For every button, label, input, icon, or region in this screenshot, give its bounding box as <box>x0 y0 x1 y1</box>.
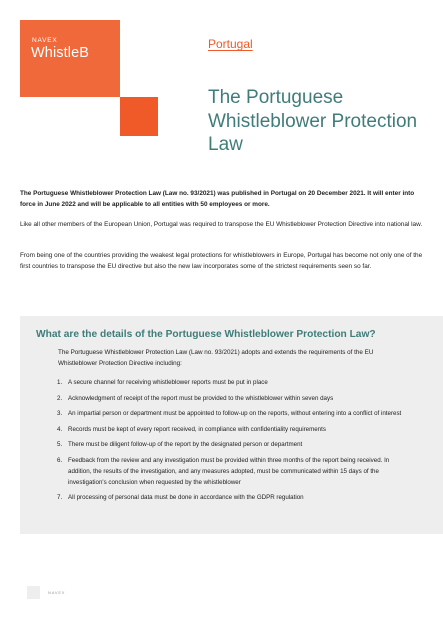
lead-paragraph: The Portuguese Whistleblower Protection Law (Law no. 93/2021) was published in Portugal on 20 December 2021. It will enter into force in June 2022 and will be applicable to all entities with 50 employees or more. <box>20 190 415 208</box>
list-item-text: Feedback from the review and any investigation must be provided within three months of the report being received. In addition, the results of the investigation, and any measures adopted, must be communicated within 15 days of the investigation's conclusion when requested by the whistleblower <box>68 456 390 486</box>
list-item-text: An impartial person or department must be appointed to follow-up on the reports, without entering into a conflict of interest <box>68 410 402 417</box>
list-item <box>57 455 409 488</box>
list-item <box>57 377 409 388</box>
list-item <box>57 408 409 419</box>
footer-page-box <box>27 586 40 599</box>
list-item-text: A secure channel for receiving whistleblower reports must be put in place <box>68 379 268 386</box>
list-item-text: All processing of personal data must be done in accordance with the GDPR regulation <box>68 494 304 501</box>
list-item-number: 5. <box>57 441 63 448</box>
list-item-number: 1. <box>57 379 63 386</box>
country-label: Portugal <box>208 37 253 51</box>
list-item <box>57 439 409 450</box>
footer-brand: NAVEX <box>48 590 66 595</box>
intro-paragraph-1: Like all other members of the European Union, Portugal was required to transpose the EU Whistleblower Protection Directive into national law. <box>20 221 423 228</box>
list-item-number: 6. <box>57 456 63 464</box>
logo-product-text: WhistleB <box>31 45 90 61</box>
details-intro: The Portuguese Whistleblower Protection Law (Law no. 93/2021) adopts and extends the requirements of the EU Whistleblower Protection Directive including: <box>58 349 374 368</box>
details-panel <box>20 316 443 534</box>
list-item-number: 4. <box>57 425 63 433</box>
list-item <box>57 492 409 503</box>
list-item-number: 7. <box>57 494 63 501</box>
list-item <box>57 424 409 435</box>
page-title: The Portuguese Whistleblower Protection Law <box>208 87 418 155</box>
list-item-text: Acknowledgment of receipt of the report must be provided to the whistleblower within seven days <box>68 394 334 402</box>
logo-brand-text: NAVEX <box>32 37 58 44</box>
requirements-list <box>57 377 409 508</box>
list-item-number: 3. <box>57 410 63 417</box>
list-item-text: There must be diligent follow-up of the report by the designated person or department <box>68 441 303 448</box>
decorative-square <box>120 97 158 136</box>
intro-paragraph-2: From being one of the countries providing the weakest legal protections for whistleblowers in Europe, Portugal has become not only one of the first countries to transpose the EU directive but also the new law incorporates some of the strictest requirements seen so far. <box>20 252 423 270</box>
brand-logo <box>20 20 120 97</box>
list-item <box>57 393 409 404</box>
list-item-text: Records must be kept of every report received, in compliance with confidentiality requirements <box>68 425 326 433</box>
details-heading: What are the details of the Portuguese Whistleblower Protection Law? <box>36 329 376 340</box>
list-item-number: 2. <box>57 394 63 402</box>
